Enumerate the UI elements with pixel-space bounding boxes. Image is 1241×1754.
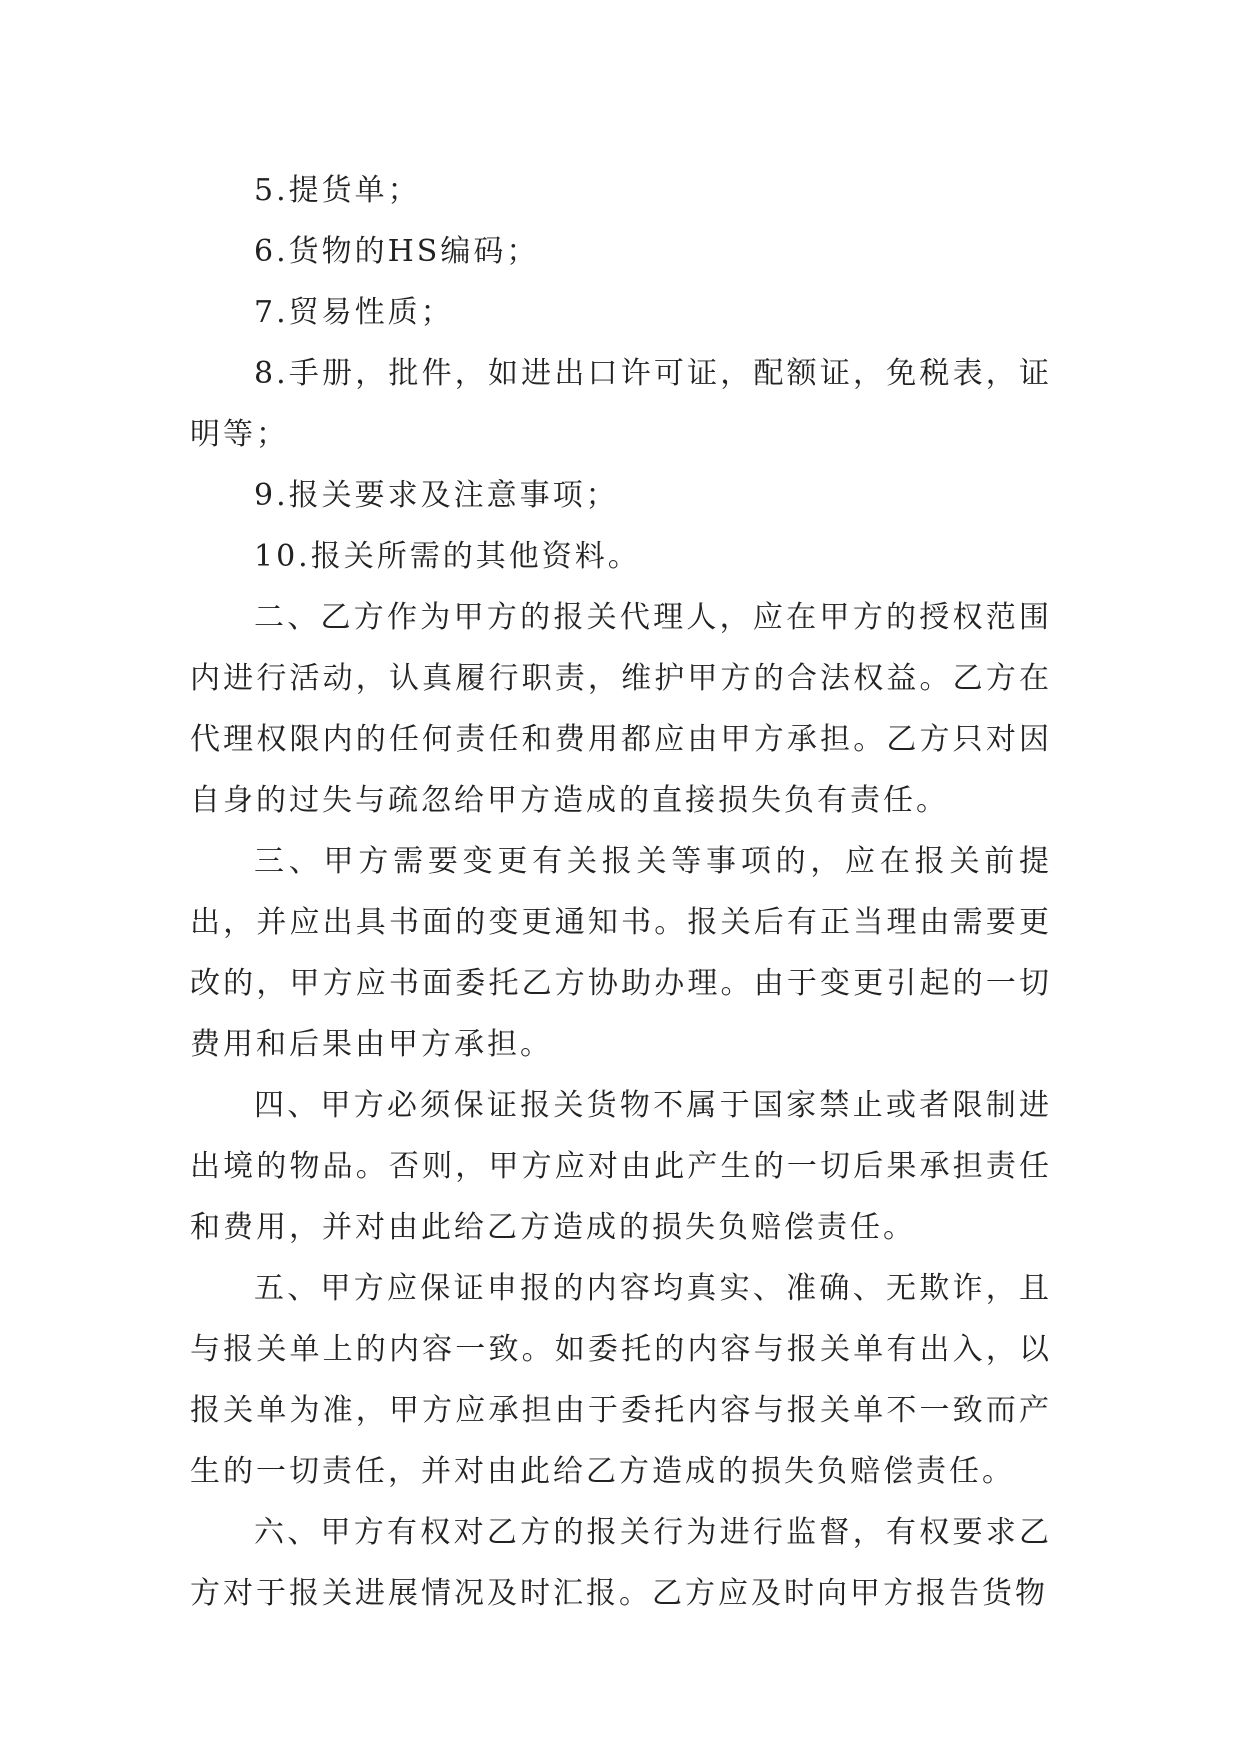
clause-6: 六、甲方有权对乙方的报关行为进行监督，有权要求乙方对于报关进展情况及时汇报。乙方应及时向甲方报告货物 [190,1515,1052,1611]
list-item-other-materials: 10.报关所需的其他资料。 [254,539,641,574]
clause-4: 四、甲方必须保证报关货物不属于国家禁止或者限制进出境的物品。否则，甲方应对由此产生的一切后果承担责任和费用，并对由此给乙方造成的损失负赔偿责任。 [190,1088,1052,1245]
document-body [190,160,1052,1624]
clause-5: 五、甲方应保证申报的内容均真实、准确、无欺诈，且与报关单上的内容一致。如委托的内容与报关单有出入，以报关单为准，甲方应承担由于委托内容与报关单不一致而产生的一切责任，并对由此给乙方造成的损失负赔偿责任。 [190,1271,1052,1489]
list-item-permits: 8.手册，批件，如进出口许可证，配额证，免税表，证明等； [190,356,1052,452]
clause-2: 二、乙方作为甲方的报关代理人，应在甲方的授权范围内进行活动，认真履行职责，维护甲方的合法权益。乙方在代理权限内的任何责任和费用都应由甲方承担。乙方只对因自身的过失与疏忽给甲方造成的直接损失负有责任。 [190,600,1052,818]
clause-3: 三、甲方需要变更有关报关等事项的，应在报关前提出，并应出具书面的变更通知书。报关后有正当理由需要更改的，甲方应书面委托乙方协助办理。由于变更引起的一切费用和后果由甲方承担。 [190,844,1052,1062]
list-item-trade-nature: 7.贸易性质； [254,295,454,330]
list-item-bill-of-lading: 5.提货单； [254,173,421,208]
list-item-requirements: 9.报关要求及注意事项； [254,478,619,513]
list-item-hs-code: 6.货物的HS编码； [254,234,540,269]
